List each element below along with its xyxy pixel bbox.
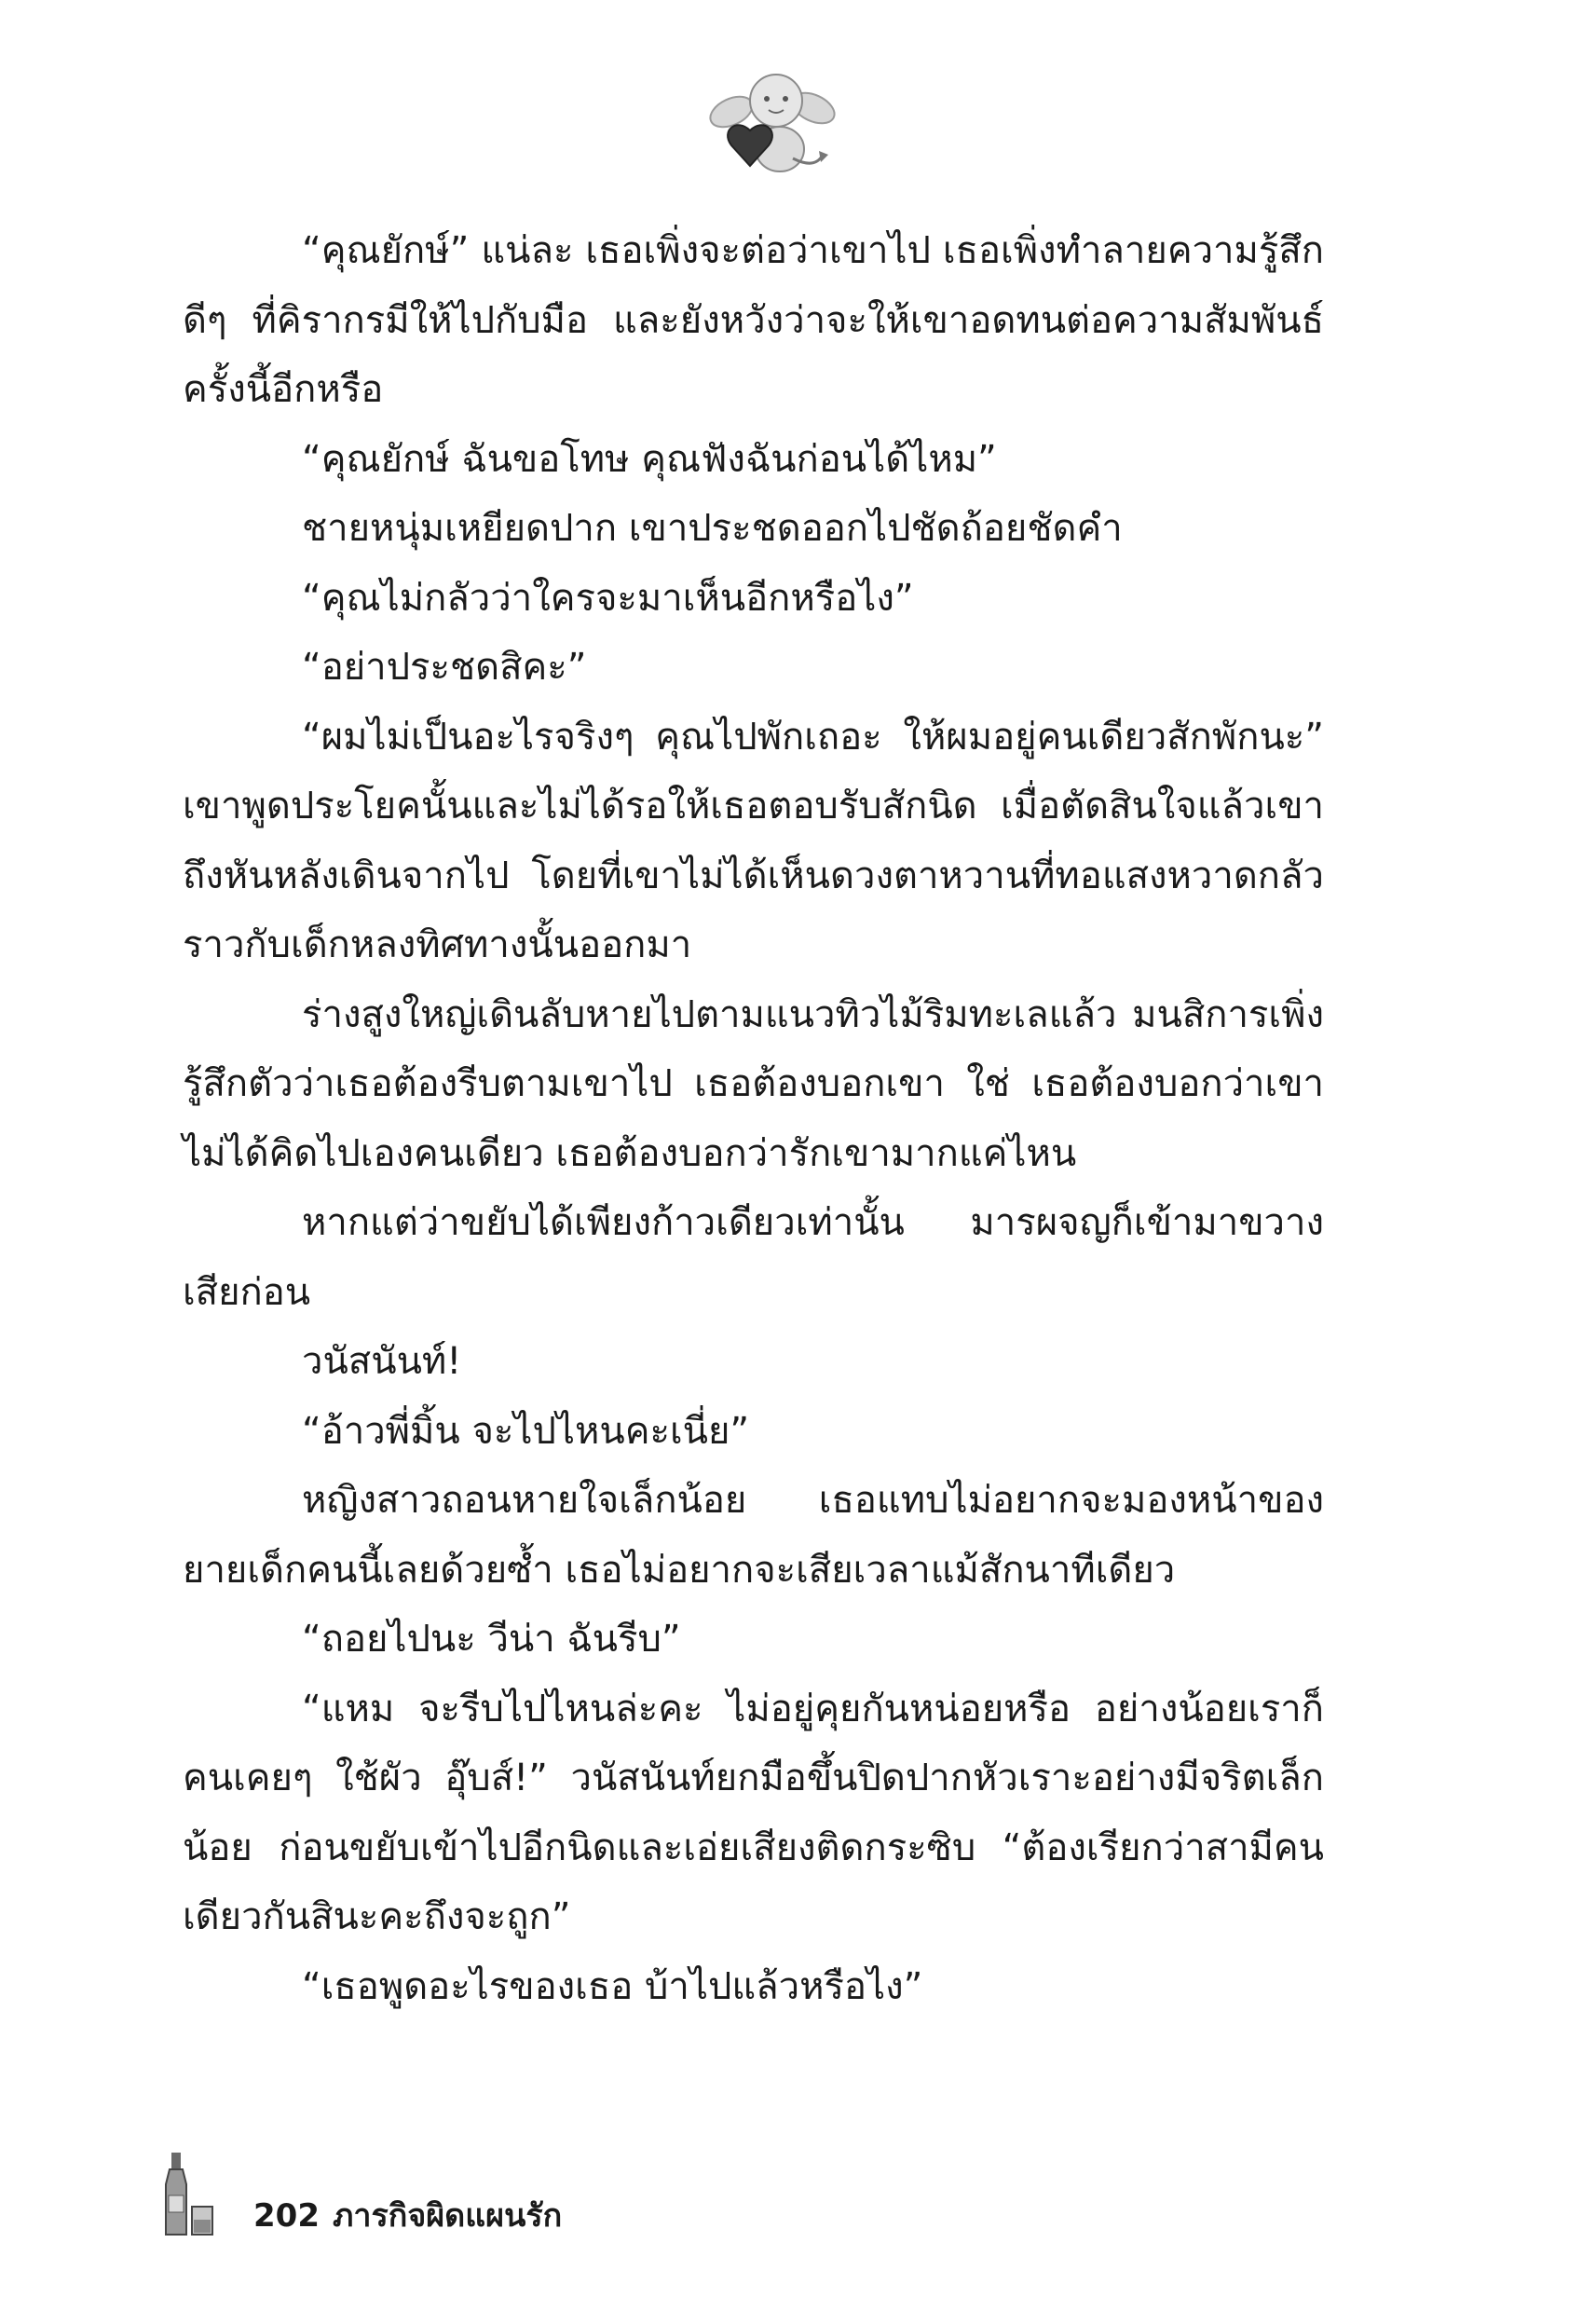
- paragraph: ชายหนุ่มเหยียดปาก เขาประชดออกไปชัดถ้อยชัดคำ: [302, 507, 1123, 550]
- page-number: 202: [253, 2197, 320, 2235]
- paragraph: “ถอยไปนะ วีน่า ฉันรีบ”: [302, 1618, 681, 1661]
- footer-text: [253, 2190, 575, 2240]
- paragraph: “แหม จะรีบไปไหนล่ะคะ ไม่อยู่คุยกันหน่อยหรือ อย่างน้อยเราก็คนเคยๆ ใช้ผัว อุ๊บส์!” วนัสนันท์ยกมือขึ้นปิดปากหัวเราะอย่างมีจริตเล็กน้อย ก่อนขยับเข้าไปอีกนิดและเอ่ยเสียงติดกระซิบ “ต้องเรียกว่าสามีคนเดียวกันสินะคะถึงจะถูก”: [183, 1687, 1324, 1938]
- paragraph: “คุณยักษ์ ฉันขอโทษ คุณฟังฉันก่อนได้ไหม”: [302, 437, 997, 481]
- paragraph: “คุณไม่กลัวว่าใครจะมาเห็นอีกหรือไง”: [302, 576, 914, 620]
- paragraph: หากแต่ว่าขยับได้เพียงก้าวเดียวเท่านั้น มารผจญก็เข้ามาขวางเสียก่อน: [183, 1201, 1324, 1314]
- paragraph: ร่างสูงใหญ่เดินลับหายไปตามแนวทิวไม้ริมทะเลแล้ว มนสิการเพิ่งรู้สึกตัวว่าเธอต้องรีบตามเขาไป เธอต้องบอกเขา ใช่ เธอต้องบอกว่าเขาไม่ได้คิดไปเองคนเดียว เธอต้องบอกว่ารักเขามากแค่ไหน: [183, 992, 1324, 1175]
- body-text: [183, 216, 1324, 2021]
- paragraph: “เธอพูดอะไรของเธอ บ้าไปแล้วหรือไง”: [302, 1964, 923, 2008]
- book-title: ภารกิจผิดแผนรัก: [332, 2197, 563, 2235]
- cupid-heart-icon: [703, 65, 843, 186]
- bottle-glass-icon: [160, 2153, 225, 2236]
- page-footer: [160, 2153, 812, 2236]
- paragraph: “คุณยักษ์” แน่ละ เธอเพิ่งจะต่อว่าเขาไป เธอเพิ่งทำลายความรู้สึกดีๆ ที่คิรากรมีให้ไปกับมือ และยังหวังว่าจะให้เขาอดทนต่อความสัมพันธ์ครั้งนี้อีกหรือ: [183, 229, 1324, 411]
- paragraph: “อย่าประชดสิคะ”: [302, 646, 587, 689]
- paragraph: “ผมไม่เป็นอะไรจริงๆ คุณไปพักเถอะ ให้ผมอยู่คนเดียวสักพักนะ” เขาพูดประโยคนั้นและไม่ได้รอให้เธอตอบรับสักนิด เมื่อตัดสินใจแล้วเขาถึงหันหลังเดินจากไป โดยที่เขาไม่ได้เห็นดวงตาหวานที่ทอแสงหวาดกลัว ราวกับเด็กหลงทิศทางนั้นออกมา: [183, 715, 1324, 966]
- paragraph: วนัสนันท์!: [302, 1340, 462, 1383]
- paragraph: หญิงสาวถอนหายใจเล็กน้อย เธอแทบไม่อยากจะมองหน้าของยายเด็กคนนี้เลยด้วยซ้ำ เธอไม่อยากจะเสียเวลาแม้สักนาทีเดียว: [183, 1479, 1324, 1592]
- paragraph: “อ้าวพี่มิ้น จะไปไหนคะเนี่ย”: [302, 1409, 750, 1453]
